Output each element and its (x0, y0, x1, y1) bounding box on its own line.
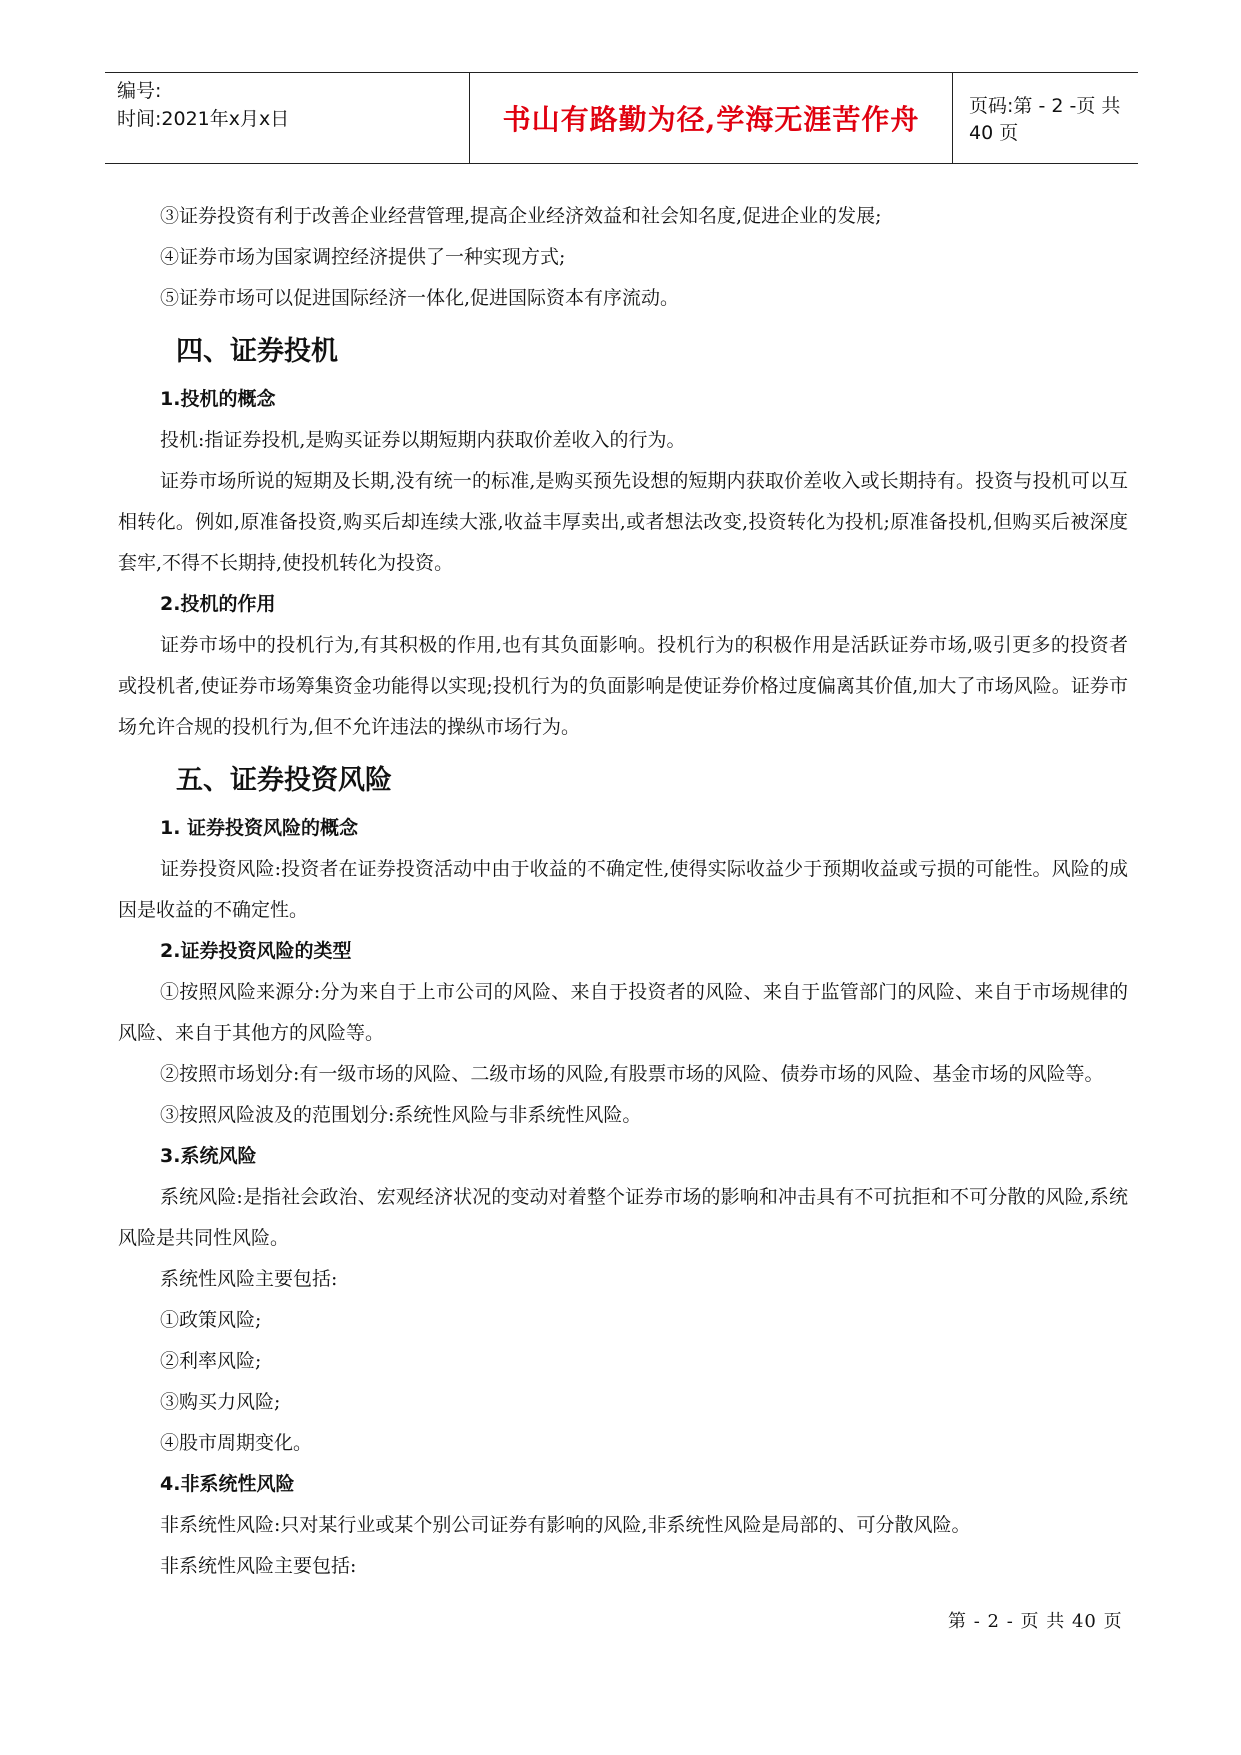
list-item: ②利率风险; (160, 1350, 262, 1372)
paragraph: 证券投资风险:投资者在证券投资活动中由于收益的不确定性,使得实际收益少于预期收益或亏损的可能性。风险的成因是收益的不确定性。 (118, 858, 1128, 921)
paragraph: 系统性风险主要包括: (160, 1268, 338, 1290)
page-footer: 第 - 2 - 页 共 40 页 (948, 1611, 1123, 1632)
section-heading-5: 五、证券投资风险 (176, 765, 392, 796)
paragraph: 投机:指证券投机,是购买证券以期短期内获取价差收入的行为。 (160, 429, 686, 451)
paragraph: 系统风险:是指社会政治、宏观经济状况的变动对着整个证券市场的影响和冲击具有不可抗拒和不可分散的风险,系统风险是共同性风险。 (118, 1186, 1128, 1249)
header-motto: 书山有路勤为径,学海无涯苦作舟 (469, 73, 953, 163)
document-number-label: 编号: (117, 80, 162, 102)
list-item: ③购买力风险; (160, 1391, 281, 1413)
list-item: ④股市周期变化。 (160, 1432, 313, 1454)
paragraph: 非系统性风险主要包括: (160, 1555, 357, 1577)
paragraph: ⑤证券市场可以促进国际经济一体化,促进国际资本有序流动。 (160, 287, 680, 309)
header-page-info: 页码:第 - 2 -页 共 40 页 (969, 95, 1121, 144)
subheading: 2.证券投资风险的类型 (160, 940, 352, 962)
paragraph: ①按照风险来源分:分为来自于上市公司的风险、来自于投资者的风险、来自于监管部门的风险、来自于市场规律的风险、来自于其他方的风险等。 (118, 981, 1128, 1044)
paragraph: ②按照市场划分:有一级市场的风险、二级市场的风险,有股票市场的风险、债券市场的风险、基金市场的风险等。 (160, 1063, 1104, 1085)
list-item: ①政策风险; (160, 1309, 262, 1331)
header-meta (117, 75, 462, 163)
paragraph: 非系统性风险:只对某行业或某个别公司证券有影响的风险,非系统性风险是局部的、可分散风险。 (160, 1514, 971, 1536)
document-time: 时间:2021年x月x日 (117, 108, 290, 130)
subheading: 2.投机的作用 (160, 593, 276, 615)
paragraph: 证券市场所说的短期及长期,没有统一的标准,是购买预先设想的短期内获取价差收入或长期持有。投资与投机可以互相转化。例如,原准备投资,购买后却连续大涨,收益丰厚卖出,或者想法改变,投资转化为投机;原准备投机,但购买后被深度套牢,不得不长期持,使投机转化为投资。 (118, 470, 1128, 574)
paragraph: ④证券市场为国家调控经济提供了一种实现方式; (160, 246, 566, 268)
subheading: 1. 证券投资风险的概念 (160, 817, 359, 839)
page-header (105, 72, 1138, 164)
document-body (118, 196, 1128, 1587)
subheading: 3.系统风险 (160, 1145, 257, 1167)
paragraph: ③证券投资有利于改善企业经营管理,提高企业经济效益和社会知名度,促进企业的发展; (160, 205, 882, 227)
subheading: 4.非系统性风险 (160, 1473, 295, 1495)
section-heading-4: 四、证券投机 (176, 336, 338, 367)
paragraph: 证券市场中的投机行为,有其积极的作用,也有其负面影响。投机行为的积极作用是活跃证券市场,吸引更多的投资者或投机者,使证券市场筹集资金功能得以实现;投机行为的负面影响是使证券价格过度偏离其价值,加大了市场风险。证券市场允许合规的投机行为,但不允许违法的操纵市场行为。 (118, 634, 1128, 738)
paragraph: ③按照风险波及的范围划分:系统性风险与非系统性风险。 (160, 1104, 642, 1126)
subheading: 1.投机的概念 (160, 388, 276, 410)
